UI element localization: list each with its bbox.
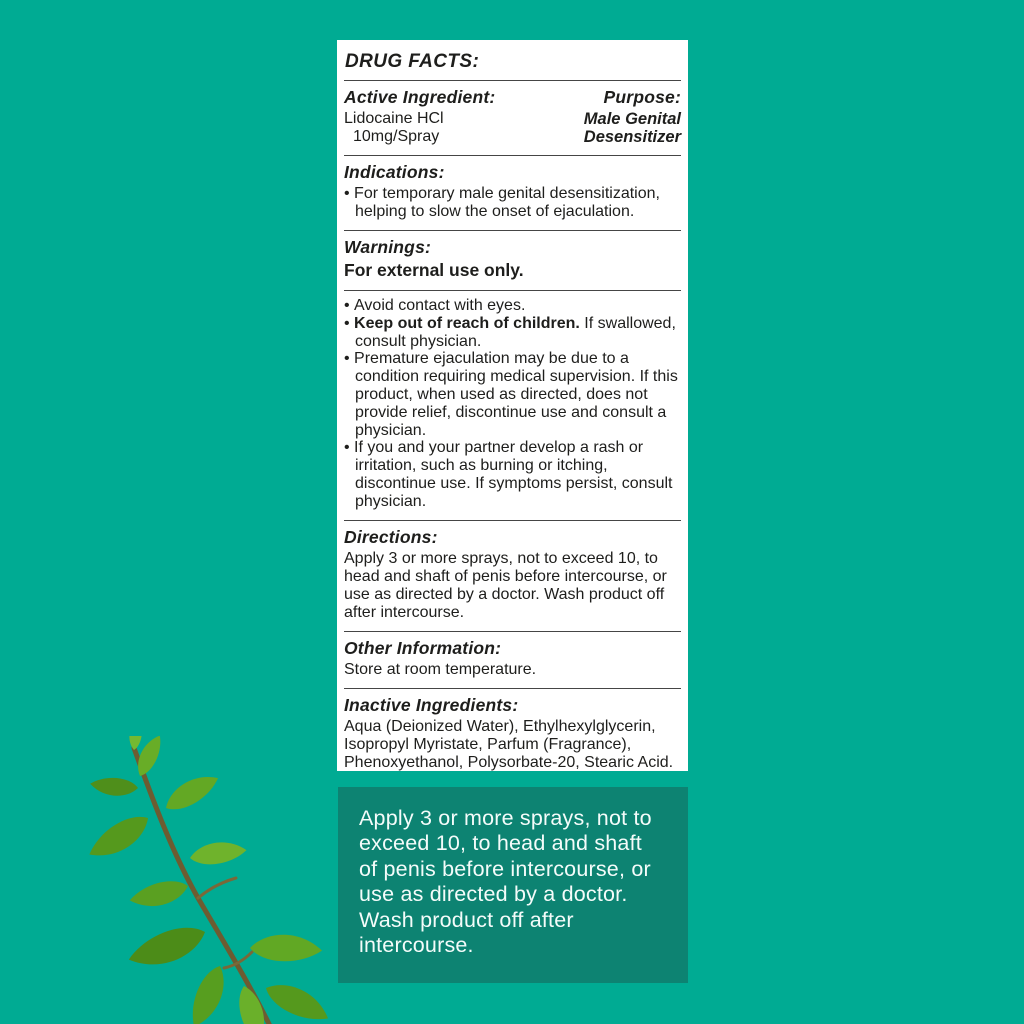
active-ingredient-heading: Active Ingredient: (344, 87, 496, 107)
warning-bullet (344, 439, 681, 510)
section-warnings-bullets (344, 291, 681, 521)
warning-text: If swallowed, consult physician. (355, 314, 676, 350)
leaves (83, 736, 334, 1024)
drug-facts-panel (337, 40, 688, 771)
directions-text: Apply 3 or more sprays, not to exceed 10, to head and shaft of penis before intercourse, or use as directed by a doctor. Wash product off after intercourse. (344, 549, 667, 621)
purpose-heading: Purpose: (603, 87, 681, 107)
usage-directions-text: Apply 3 or more sprays, not to exceed 10, to head and shaft of penis before intercourse, or use as directed by a doctor. Wash product off after intercourse. (359, 806, 652, 958)
indications-bullet: • For temporary male genital desensitization, helping to slow the onset of ejaculation. (344, 185, 681, 221)
directions-heading: Directions: (344, 526, 438, 547)
other-information-heading: Other Information: (344, 637, 502, 658)
warnings-subheading: For external use only. (344, 260, 524, 280)
warning-bold-text: Keep out of reach of children. (354, 314, 580, 332)
drug-facts-title: DRUG FACTS: (344, 48, 681, 81)
section-other-information (344, 632, 681, 689)
other-information-text: Store at room temperature. (344, 660, 537, 678)
warning-bullet (344, 315, 681, 351)
usage-directions-box (338, 787, 688, 983)
section-inactive-ingredients (344, 689, 681, 781)
inactive-ingredients-text: Aqua (Deionized Water), Ethylhexylglycerin, Isopropyl Myristate, Parfum (Fragrance), Phenoxyethanol, Polysorbate-20, Stearic Acid. (344, 717, 674, 771)
active-ingredient-strength: 10mg/Spray (353, 128, 440, 145)
section-warnings-heading (344, 231, 681, 291)
inactive-ingredients-heading: Inactive Ingredients: (344, 694, 519, 715)
warning-bullet (344, 350, 681, 439)
purpose-line-1: Male Genital (583, 110, 681, 128)
warning-text: Avoid contact with eyes. (354, 297, 526, 314)
purpose-line-2: Desensitizer (583, 128, 681, 146)
section-active-ingredient (344, 81, 681, 156)
warning-text: If you and your partner develop a rash or irritation, such as burning or itching, discontinue use. If symptoms persist, consult physician. (354, 439, 673, 510)
plant-branch-decoration (48, 736, 348, 1024)
warnings-heading: Warnings: (344, 237, 432, 257)
section-indications (344, 156, 681, 231)
section-directions (344, 521, 681, 632)
indications-heading: Indications: (344, 162, 445, 182)
warning-bullet (344, 297, 681, 315)
active-ingredient-name: Lidocaine HCl (344, 110, 444, 127)
warning-text: Premature ejaculation may be due to a condition requiring medical supervision. If this product, when used as directed, does not provide relief, discontinue use and consult a physician. (354, 350, 678, 439)
